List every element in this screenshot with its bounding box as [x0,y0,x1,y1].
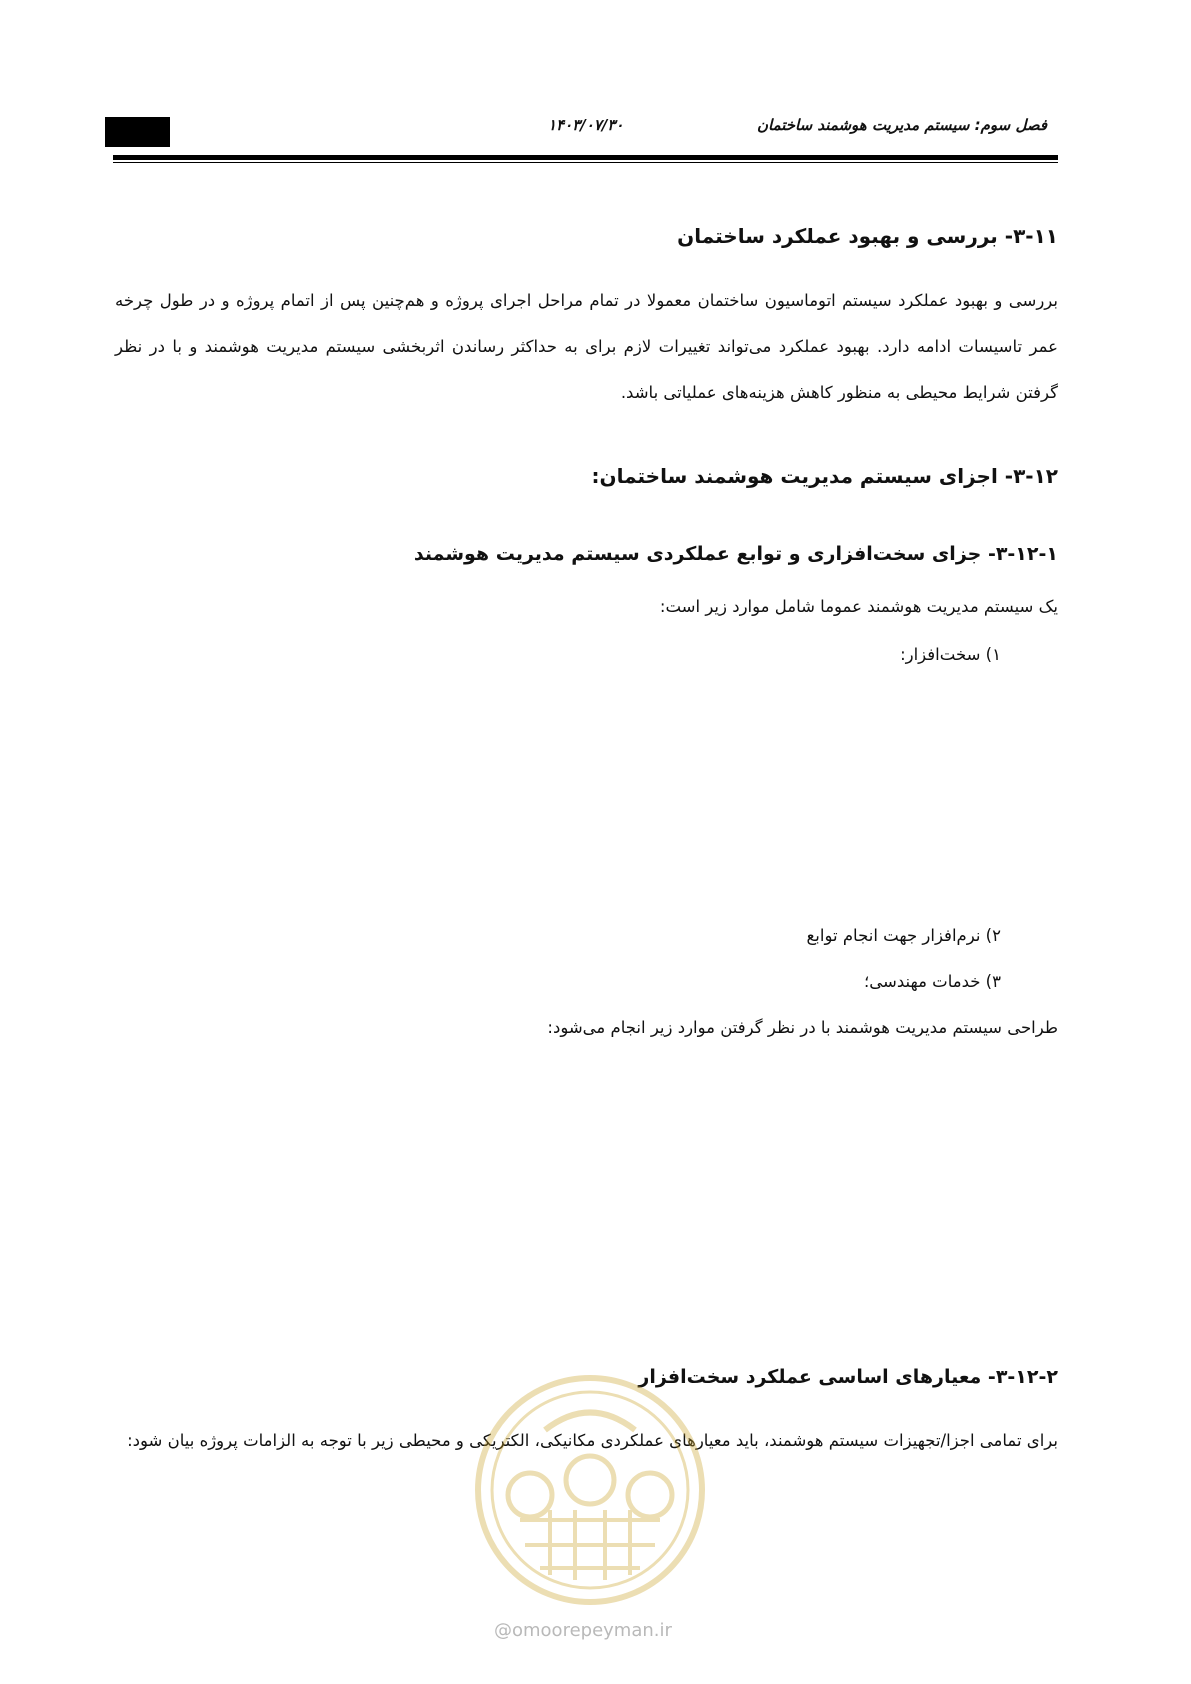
section-body-3-11: بررسی و بهبود عملکرد سیستم اتوماسیون ساختمان معمولا در تمام مراحل اجرای پروژه و هم‌چنین پس از اتمام پروژه و در طول چرخه عمر تاسیسات ادامه دارد. بهبود عملکرد می‌تواند تغییرات لازم برای به حداکثر رساندن اثربخشی سیستم مدیریت هوشمند و با در نظر گرفتن شرایط محیطی به منظور کاهش هزینه‌های عملیاتی باشد. [115,291,1058,402]
running-header-date: ۱۴۰۳/۰۷/۳۰ [548,116,624,134]
subsection-heading-3-12-2: ۳-۱۲-۲- معیارهای اساسی عملکرد سخت‌افزار [638,1366,1058,1388]
list-item-hardware: ۱) سخت‌افزار: [900,645,1001,664]
header-black-box [105,117,170,147]
header-rule-thick [113,155,1058,160]
list-item-software: ۲) نرم‌افزار جهت انجام توابع [806,926,1001,945]
section-heading-3-11: ۳-۱۱- بررسی و بهبود عملکرد ساختمان [677,224,1058,248]
list-item-engineering: ۳) خدمات مهندسی؛ [864,972,1001,991]
watermark-seal-icon [470,1370,710,1610]
section-body-3-12-2: برای تمامی اجزا/تجهیزات سیستم هوشمند، باید معیارهای عملکردی مکانیکی، الکتریکی و محیطی زیر با توجه به الزامات پروژه بیان شود: [127,1431,1058,1450]
section-heading-3-12: ۳-۱۲- اجزای سیستم مدیریت هوشمند ساختمان: [591,464,1058,488]
design-intro-line: طراحی سیستم مدیریت هوشمند با در نظر گرفتن موارد زیر انجام می‌شود: [547,1018,1058,1037]
intro-line: یک سیستم مدیریت هوشمند عموما شامل موارد زیر است: [659,597,1058,616]
running-header-chapter: فصل سوم: سیستم مدیریت هوشمند ساختمان [757,116,1047,134]
subsection-heading-3-12-1: ۳-۱۲-۱- جزای سخت‌افزاری و توابع عملکردی سیستم مدیریت هوشمند [413,543,1058,565]
at-icon: @ [494,1620,512,1641]
watermark-url: @omoorepeyman.ir [494,1620,672,1641]
header-rule-thin [113,162,1058,163]
